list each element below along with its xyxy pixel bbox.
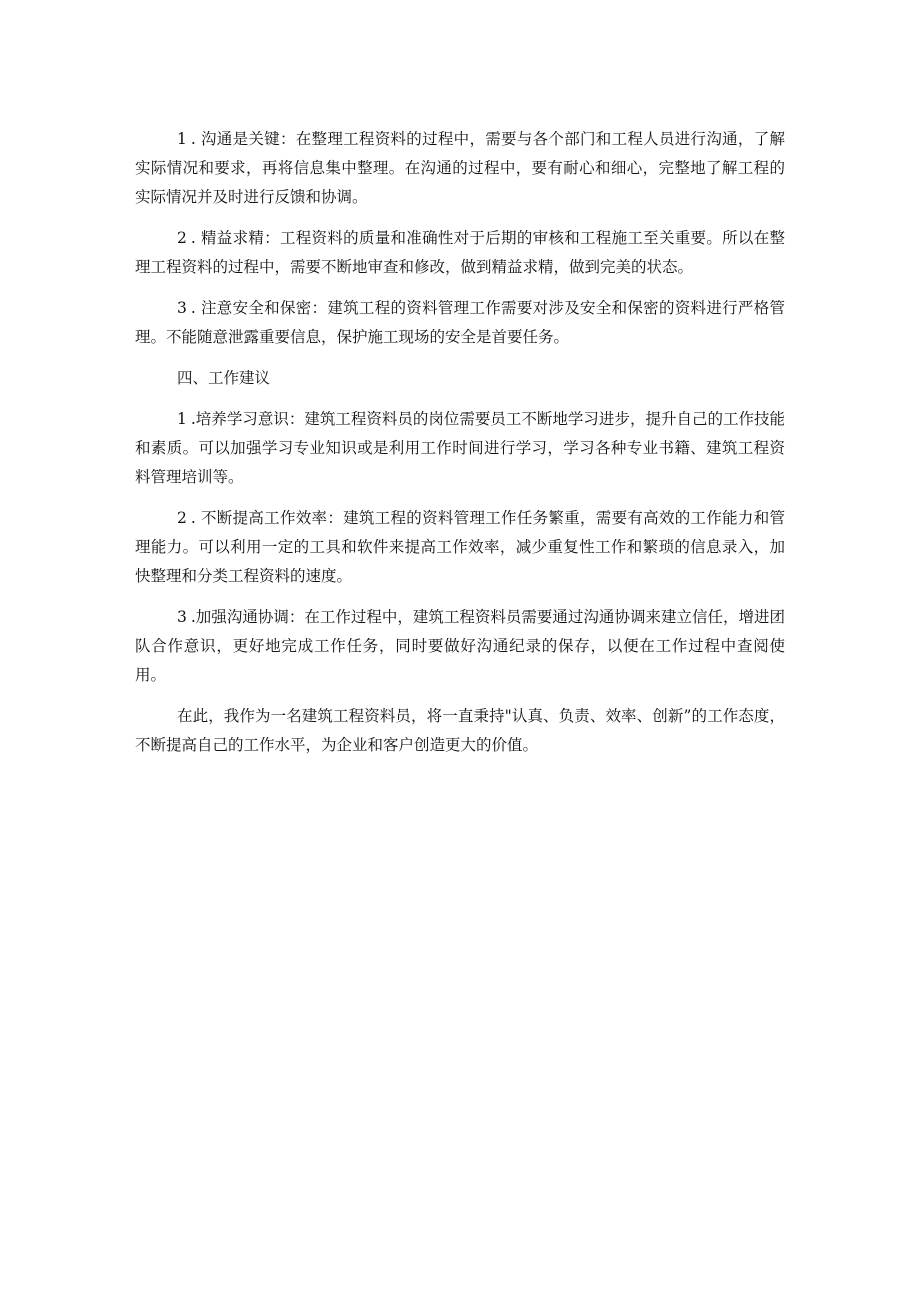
paragraph-security [135,294,785,352]
paragraph-communication [135,125,785,212]
paragraph-coordination [135,603,785,690]
item-number: 2 [177,509,187,527]
paragraph-conclusion: 在此，我作为一名建筑工程资料员，将一直秉持"认真、负责、效率、创新”的工作态度，不断提高自己的工作水平，为企业和客户创造更大的价值。 [135,707,785,754]
item-number: 1 [177,130,187,148]
paragraph-efficiency [135,504,785,591]
paragraph-excellence [135,224,785,282]
paragraph-text: .加强沟通协调：在工作过程中，建筑工程资料员需要通过沟通协调来建立信任，增进团队合作意识，更好地完成工作任务，同时要做好沟通纪录的保存，以便在工作过程中查阅使用。 [135,608,785,684]
section-heading-suggestions: 四、工作建议 [177,369,271,387]
paragraph-text: . 精益求精：工程资料的质量和准确性对于后期的审核和工程施工至关重要。所以在整理工程资料的过程中，需要不断地审查和修改，做到精益求精，做到完美的状态。 [135,229,785,276]
paragraph-text: . 沟通是关键：在整理工程资料的过程中，需要与各个部门和工程人员进行沟通，了解实际情况和要求，再将信息集中整理。在沟通的过程中，要有耐心和细心，完整地了解工程的实际情况并及时进行反馈和协调。 [135,130,785,206]
paragraph-text: . 注意安全和保密：建筑工程的资料管理工作需要对涉及安全和保密的资料进行严格管理。不能随意泄露重要信息，保护施工现场的安全是首要任务。 [135,299,785,346]
paragraph-text: . 不断提高工作效率：建筑工程的资料管理工作任务繁重，需要有高效的工作能力和管理能力。可以利用一定的工具和软件来提高工作效率，减少重复性工作和繁琐的信息录入，加快整理和分类工程资料的速度。 [135,509,785,585]
item-number: 3 [177,608,187,626]
item-number: 2 [177,229,187,247]
document-page [135,125,785,772]
paragraph-learning [135,405,785,492]
paragraph-text: .培养学习意识：建筑工程资料员的岗位需要员工不断地学习进步，提升自己的工作技能和素质。可以加强学习专业知识或是利用工作时间进行学习，学习各种专业书籍、建筑工程资料管理培训等。 [135,410,785,486]
item-number: 1 [177,410,187,428]
item-number: 3 [177,299,187,317]
